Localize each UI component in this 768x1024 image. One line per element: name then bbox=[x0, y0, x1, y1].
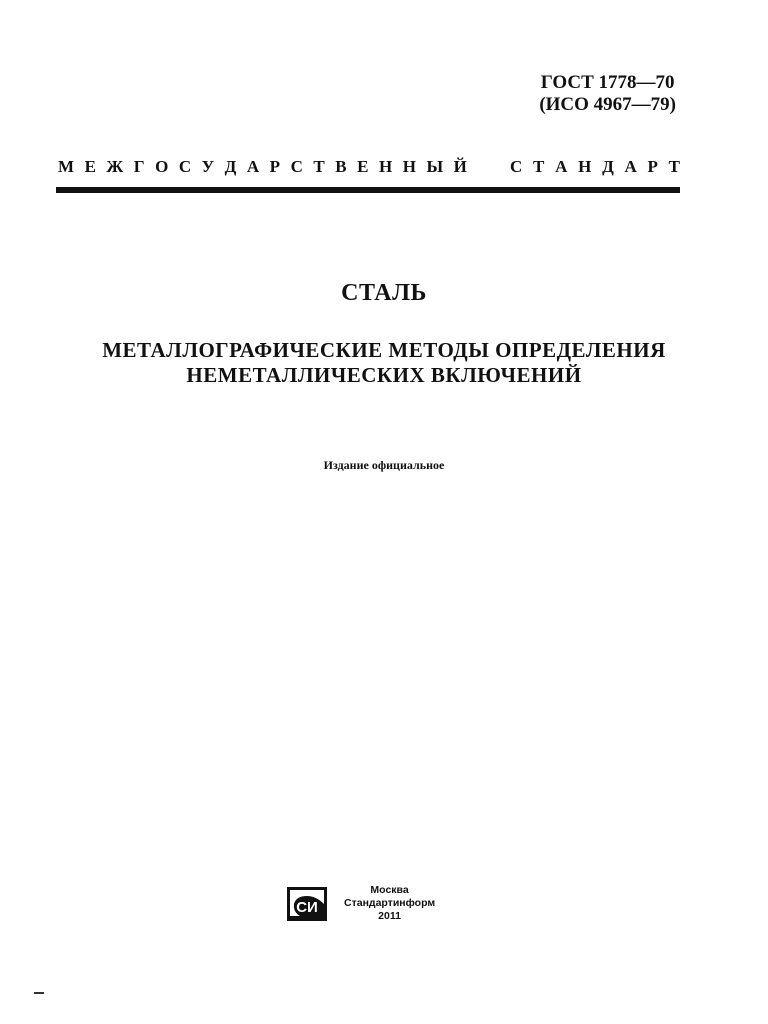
standard-type-letter: Т bbox=[533, 157, 545, 176]
standard-type-word-standard bbox=[510, 157, 680, 177]
standard-type-letter: А bbox=[246, 157, 260, 176]
standard-type-letter: Н bbox=[578, 157, 592, 176]
standard-type-letter: Ы bbox=[426, 157, 444, 176]
standard-type-letter: А bbox=[624, 157, 637, 176]
standard-type-word-interstate bbox=[58, 157, 467, 177]
standard-type-letter: М bbox=[58, 157, 75, 176]
standard-type-letter: Е bbox=[84, 157, 96, 176]
scan-corner-mark bbox=[34, 992, 44, 994]
publisher-year: 2011 bbox=[378, 910, 401, 922]
iso-number: (ИСО 4967—79) bbox=[539, 94, 676, 115]
standard-type-letter: Р bbox=[647, 157, 658, 176]
publisher-city: Москва bbox=[370, 884, 409, 896]
document-subtitle bbox=[40, 338, 728, 388]
standard-type-letter: Т bbox=[668, 157, 680, 176]
standard-type-letter: В bbox=[335, 157, 347, 176]
gost-number: ГОСТ 1778—70 bbox=[540, 72, 675, 93]
heading-rule bbox=[56, 187, 680, 193]
standard-type-letter: У bbox=[201, 157, 215, 176]
publisher-text bbox=[344, 884, 435, 923]
logo-lettering: СИ bbox=[296, 898, 318, 916]
subtitle-line-1: МЕТАЛЛОГРАФИЧЕСКИЕ МЕТОДЫ ОПРЕДЕЛЕНИЯ bbox=[102, 338, 666, 362]
standard-type-letter: Н bbox=[402, 157, 416, 176]
subtitle-line-2: НЕМЕТАЛЛИЧЕСКИХ ВКЛЮЧЕНИЙ bbox=[186, 363, 582, 387]
standard-type-letter: С bbox=[290, 157, 303, 176]
edition-note: Издание официальное bbox=[323, 458, 445, 472]
standard-type-letter: Ж bbox=[106, 157, 124, 176]
gost-number-block bbox=[539, 72, 676, 116]
standard-type-letter: Р bbox=[269, 157, 281, 176]
standard-type-letter: С bbox=[178, 157, 192, 176]
standard-type-letter: Д bbox=[224, 157, 237, 176]
document-title: СТАЛЬ bbox=[341, 280, 427, 306]
standard-type-letter: Й bbox=[453, 157, 467, 176]
publisher-name: Стандартинформ bbox=[344, 897, 436, 909]
standard-type-letter: С bbox=[510, 157, 523, 176]
standard-type-letter: Е bbox=[357, 157, 369, 176]
standard-type-letter: Д bbox=[602, 157, 614, 176]
standard-type-letter: Т bbox=[313, 157, 325, 176]
standard-type-heading bbox=[58, 157, 680, 177]
standartinform-logo-icon bbox=[286, 886, 328, 922]
publisher-block bbox=[286, 884, 435, 923]
standard-type-letter: А bbox=[555, 157, 568, 176]
standard-type-letter: Н bbox=[378, 157, 393, 176]
standard-type-letter: Г bbox=[133, 157, 145, 176]
standard-type-letter: О bbox=[155, 157, 169, 176]
